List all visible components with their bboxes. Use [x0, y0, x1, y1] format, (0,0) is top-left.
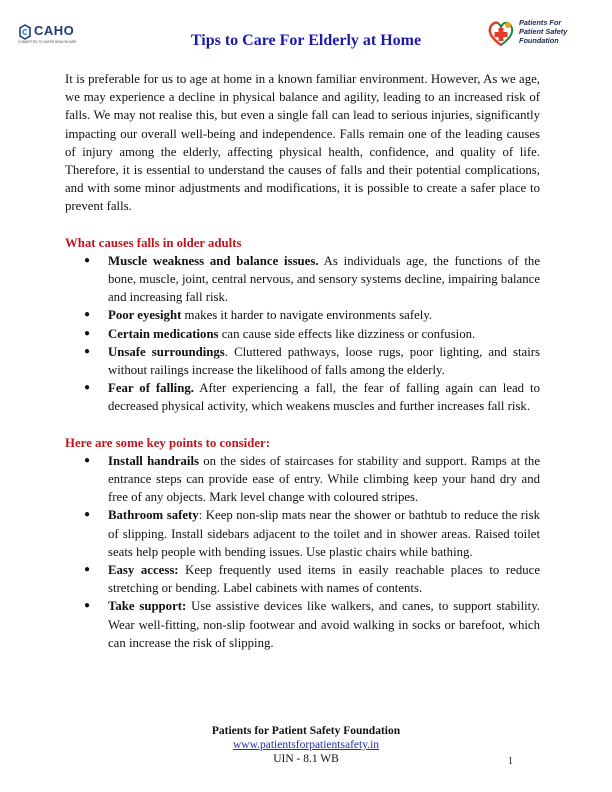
- page-footer: [0, 724, 612, 766]
- item-bold: Install handrails: [108, 453, 199, 468]
- bullet-icon: ●: [84, 600, 91, 612]
- item-bold: Poor eyesight: [108, 308, 182, 323]
- document-body: [65, 70, 540, 652]
- list-item: [84, 379, 540, 415]
- list-item: [84, 343, 541, 379]
- item-text: After experiencing a fall, the fear of falling again can lead to decreased physical activity, which weakens muscles and further increases fall risk.: [108, 381, 540, 414]
- footer-website-link[interactable]: www.patientsforpatientsafety.in: [232, 739, 380, 751]
- item-text: As individuals age, the functions of the bone, muscle, joint, central nervous, and sensory systems decline, impairing balance and increasing fall risk.: [108, 253, 541, 305]
- item-text: : Keep non-slip mats near the shower or bathtub to reduce the risk of slipping. Install sidebars adjacent to the toilet and in shower areas. Raised toilet seats help people with bending issues. Use plastic chairs while bathing.: [108, 508, 540, 559]
- page-number: 1: [508, 756, 513, 767]
- causes-heading: What causes falls in older adults: [65, 235, 242, 250]
- item-bold: Muscle weakness and balance issues.: [108, 253, 319, 268]
- item-text: makes it harder to navigate environments safely.: [181, 308, 433, 323]
- page-title: Tips to Care For Elderly at Home: [190, 32, 422, 49]
- item-bold: Bathroom safety: [108, 508, 199, 523]
- bullet-icon: ●: [84, 382, 91, 394]
- bullet-icon: ●: [84, 327, 91, 339]
- caho-tagline: COMMITTED TO SAFER HEALTHCARE: [18, 40, 77, 44]
- psf-logo-line: Patients For: [519, 18, 562, 27]
- item-bold: Easy access:: [108, 563, 179, 578]
- item-text: Use assistive devices like walkers, and canes, to support stability. Wear well-fitting, non-slip footwear and avoid walking in socks or barefoot, which can increase the risk of slipping.: [108, 599, 541, 650]
- causes-list: [65, 252, 540, 416]
- bullet-icon: ●: [84, 254, 91, 266]
- bullet-icon: ●: [84, 309, 91, 321]
- keypoints-heading: Here are some key points to consider:: [65, 435, 270, 450]
- list-item: [84, 252, 541, 307]
- heart-cross-icon: [486, 18, 516, 48]
- bullet-icon: ●: [84, 345, 91, 357]
- list-item: [84, 506, 540, 561]
- list-item: [84, 561, 540, 597]
- item-bold: Fear of falling.: [108, 381, 194, 396]
- list-item: [84, 306, 540, 324]
- item-bold: Unsafe surroundings: [108, 344, 225, 359]
- footer-uin: UIN - 8.1 WB: [273, 753, 339, 765]
- bullet-icon: ●: [84, 454, 91, 466]
- bullet-icon: ●: [84, 564, 91, 576]
- psf-logo-line: Foundation: [519, 36, 559, 45]
- item-bold: Certain medications: [108, 326, 219, 341]
- item-text: on the sides of staircases for stability and support. Ramps at the entrance steps can provide ease of entry. While climbing keep your hand dry and free of any objects. Mark level change with coloured stripes.: [108, 453, 541, 505]
- item-text: . Cluttered pathways, loose rugs, poor lighting, and stairs without railings increase the likelihood of falls among the elderly.: [108, 344, 541, 378]
- item-bold: Take support:: [108, 599, 187, 614]
- keypoints-list: [65, 452, 540, 652]
- list-item: [84, 597, 541, 652]
- footer-org-name: Patients for Patient Safety Foundation: [211, 725, 401, 737]
- item-text: Keep frequently used items in easily reachable places to reduce stretching or bending. Label cabinets with names of contents.: [108, 563, 540, 596]
- caho-logo-text: CAHO: [34, 23, 75, 38]
- psf-logo-line: Patient Safety: [519, 27, 568, 36]
- item-text: can cause side effects like dizziness or confusion.: [218, 326, 476, 341]
- psf-logo: [486, 16, 596, 52]
- list-item: [84, 325, 540, 343]
- list-item: [84, 452, 541, 507]
- psf-logo-text: [519, 18, 567, 45]
- bullet-icon: ●: [84, 509, 91, 521]
- intro-paragraph: It is preferable for us to age at home in a known familiar environment. However, As we age, we may experience a decline in physical balance and agility, leading to an increased risk of falls. We may not realise this, but even a single fall can lead to serious injuries, significantly impacting our overall well-being and independence. Falls remain one of the leading causes of injury among the elderly, affecting physical health, confidence, and quality of life. Therefore, it is essential to understand the causes of falls and their potential complications, and with some minor adjustments and modifications, it is possible to create a safer place to prevent falls.: [65, 72, 540, 214]
